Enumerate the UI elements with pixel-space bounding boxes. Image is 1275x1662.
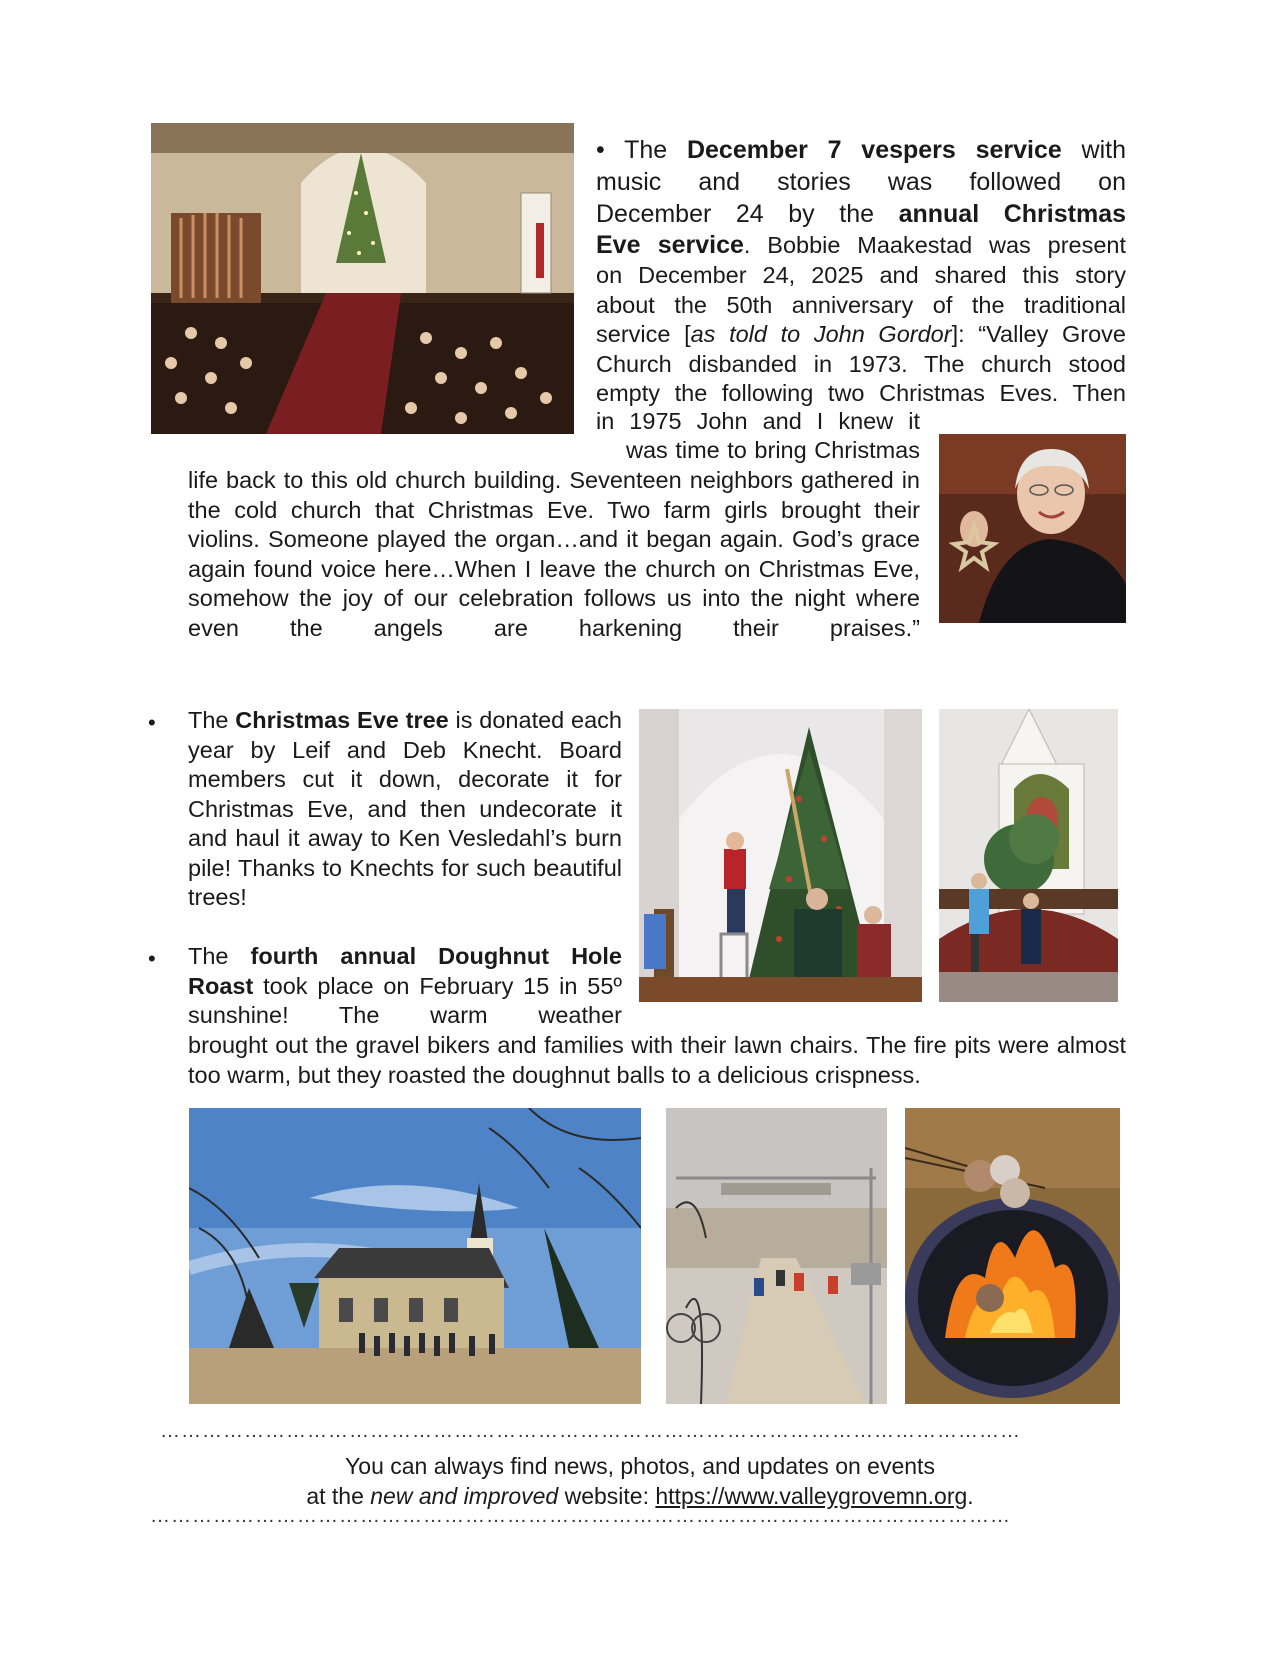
fire-pit-photo — [905, 1108, 1120, 1404]
website-link[interactable]: https://www.valleygrovemn.org — [655, 1483, 968, 1509]
top-dotted-divider: …………………………………………………………………………………………………………… — [160, 1420, 1021, 1442]
vespers-line-11: was time to bring Christmas — [626, 437, 920, 463]
website-note-line-2: at the new and improved website: https://www.valleygrovemn.org. — [306, 1483, 974, 1509]
vespers-line-8: Church disbanded in 1973. The church stood — [596, 350, 1126, 377]
gravel-bikers-photo — [666, 1108, 887, 1404]
vespers-section — [596, 134, 1126, 409]
vespers-quote-text: life back to this old church building. Seventeen neighbors gathered in the cold church that Christmas Eve. Two farm girls brought their violins. Someone played the organ…and it began again. God’s grace again found voice here…When I leave the church on Christmas Eve, somehow the joy of our celebration follows us into the night where even the angels are harkening their praises.” — [188, 467, 920, 641]
vespers-line-1: • The December 7 vespers service with — [596, 136, 1127, 164]
vespers-line-5: on December 24, 2025 and shared this story — [596, 262, 1126, 288]
church-exterior-photo — [189, 1108, 641, 1404]
vespers-line-10: in 1975 John and I knew it — [596, 408, 920, 434]
vespers-line-4: Eve service. Bobbie Maakestad was present — [596, 231, 1127, 259]
bullet: • — [148, 946, 156, 971]
bottom-dotted-divider: …………………………………………………………………………………………………………… — [150, 1505, 1011, 1527]
bullet: • — [596, 136, 605, 164]
decorating-tree-photo — [639, 709, 922, 1002]
bullet: • — [148, 710, 156, 735]
vespers-line-3: December 24 by the annual Christmas — [596, 200, 1126, 228]
bobbie-portrait-photo — [939, 434, 1126, 623]
roast-section-text: The fourth annual Doughnut Hole Roast took place on February 15 in 55º sunshine! The warm weather — [188, 943, 622, 1028]
vespers-line-2: music and stories was followed on — [596, 168, 1126, 196]
vespers-line-6: about the 50th anniversary of the traditional — [596, 291, 1126, 318]
roast-section-continued: brought out the gravel bikers and families with their lawn chairs. The fire pits were almost too warm, but they roasted the doughnut balls to a delicious crispness. — [188, 1032, 1126, 1088]
vespers-line-7: service [as told to John Gordor]: “Valley Grove — [596, 321, 1126, 347]
website-note-line-1: You can always find news, photos, and updates on events — [345, 1453, 935, 1479]
church-interior-photo — [151, 123, 574, 434]
website-note — [150, 1451, 1130, 1511]
tree-section-text: The Christmas Eve tree is donated each year by Leif and Deb Knecht. Board members cut it down, decorate it for Christmas Eve, and then undecorate it and haul it away to Ken Vesledahl’s burn pile! Thanks to Knechts for such beautiful trees! — [188, 707, 622, 910]
vespers-line-9: empty the following two Christmas Eves. Then — [596, 380, 1126, 406]
altar-tree-photo — [939, 709, 1118, 1002]
